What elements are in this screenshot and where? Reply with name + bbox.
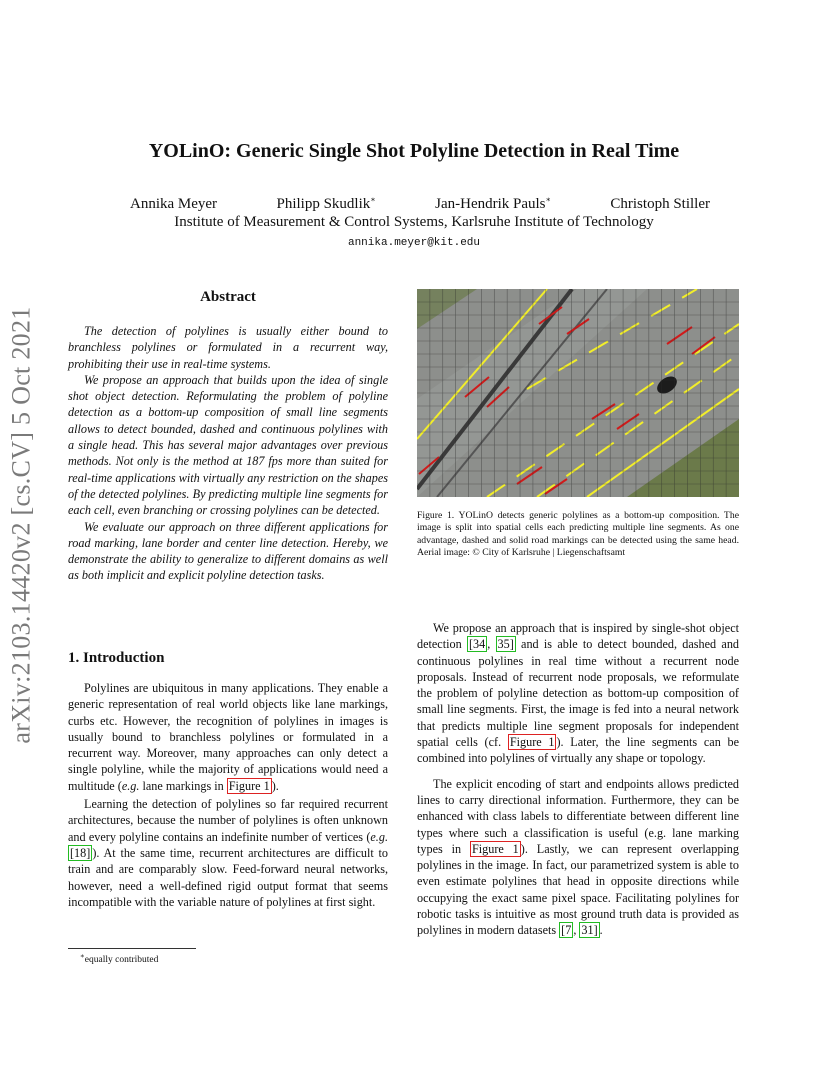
citation-link[interactable]: [34 <box>468 637 486 652</box>
right-column-body <box>417 620 739 939</box>
figure-1-caption: Figure 1. YOLinO detects generic polylines as a bottom-up composition. The image is split into spatial cells each predicting multiple line segments. As one advantage, dashed and solid road markings can be detected using the same head. Aerial image: © City of Karlsruhe | Liegenschaftsamt <box>417 510 739 559</box>
email-address[interactable]: annika.meyer@kit.edu <box>347 237 481 249</box>
figure-1-image <box>417 289 739 497</box>
citation-link[interactable]: 31] <box>581 923 598 938</box>
footnote-rule <box>68 948 196 949</box>
figure-1-link[interactable]: Figure 1 <box>509 735 555 750</box>
affiliation: Institute of Measurement & Control Systems, Karlsruhe Institute of Technology <box>174 214 654 230</box>
body-paragraph: The explicit encoding of start and endpoints allows predicted lines to carry directional information. Furthermore, they can be enhanced with class labels to differentiate between different line types where such a classification is useful (e.g. lane marking types in Figure 1 ). Lastly, we can represent overlapping polylines in the image. In fact, our parametrized system is able to even estimate polylines that head in opposite directions while occupying the exact same pixel space. Facilitating polylines for robotic tasks is intuitive as most ground truth data is provided as polylines in modern datasets [7 , 31] . <box>417 776 739 938</box>
abstract-paragraph: We evaluate our approach on three different applications for road marking, lane border and center line detection. Hereby, we demonstrate the ability to generalize to different domains as well as both implicit and explicit polyline detection tasks. <box>68 519 388 583</box>
intro-paragraph: Learning the detection of polylines so far required recurrent architectures, because the number of polylines is often unknown and every polyline contains an indefinite number of vertices (e.g. [18] ). At the same time, recurrent architectures are difficult to train and are comparably slow. Feed-forward neural networks, however, need a well-defined rigid output format that seems incompatible with the variable nature of polylines at first sight. <box>68 797 388 909</box>
paper-title: YOLinO: Generic Single Shot Polyline Detection in Real Time <box>148 140 680 162</box>
citation-link[interactable]: [18] <box>70 845 91 860</box>
arxiv-id: arXiv:2103.14420v2 [cs.CV] 5 Oct 2021 <box>7 306 36 744</box>
citation-link[interactable]: 35] <box>497 637 514 652</box>
section-heading-introduction: 1. Introduction <box>68 650 165 666</box>
author-3: Jan-Hendrik Pauls∗ <box>435 195 551 212</box>
abstract-paragraph: The detection of polylines is usually either bound to branchless polylines or formulated in a recurrent way, prohibiting their use in real-time systems. <box>68 324 388 371</box>
author-4: Christoph Stiller <box>610 196 710 212</box>
figure-1-link[interactable]: Figure 1 <box>471 841 519 856</box>
author-2: Philipp Skudlik∗ <box>276 195 376 212</box>
introduction-body <box>68 680 388 910</box>
author-list <box>100 195 740 213</box>
arxiv-stamp <box>2 300 42 750</box>
figure-1-link[interactable]: Figure 1 <box>228 778 270 793</box>
abstract-paragraph: We propose an approach that builds upon the idea of single shot object detection. Reformulating the problem of polyline detection as a bottom-up composition of small line segments allows to detect bounded, dashed and continuous polylines with a single head. This has several major advantages over previous methods. Not only is the method at 187 fps more than suited for real-time applications with virtually any restriction on the shapes of the detected polylines. By predicting multiple line segments for each cell, even branching or crossing polylines can be detected. <box>68 372 388 518</box>
abstract-heading: Abstract <box>200 289 256 305</box>
footnote: ∗equally contributed <box>80 952 159 966</box>
body-paragraph: We propose an approach that is inspired by single-shot object detection [34 , 35] and is able to detect bounded, dashed and continuous polylines in real time without a recurrent node proposals. Instead of recurrent node proposals, we reformulate the problem of polyline detection as bottom-up composition of small line segments. First, the image is fed into a neural network that predicts multiple line segment proposals for independent spatial cells (cf. Figure 1 ). Later, the line segments can be combined into polylines of virtually any shape or topology. <box>417 621 740 766</box>
citation-link[interactable]: [7 <box>561 923 572 938</box>
intro-paragraph: Polylines are ubiquitous in many applications. They enable a generic representation of real world objects like lane markings, curbs etc. However, the recognition of polylines in images is usually bound to branchless polylines or formulated in a recurrent way. Moreover, many approaches can only detect a single polyline, while the majority of applications would need a multitude (e.g. lane markings in Figure 1 ). <box>68 681 388 793</box>
author-1: Annika Meyer <box>130 196 218 212</box>
abstract-body <box>68 323 388 584</box>
